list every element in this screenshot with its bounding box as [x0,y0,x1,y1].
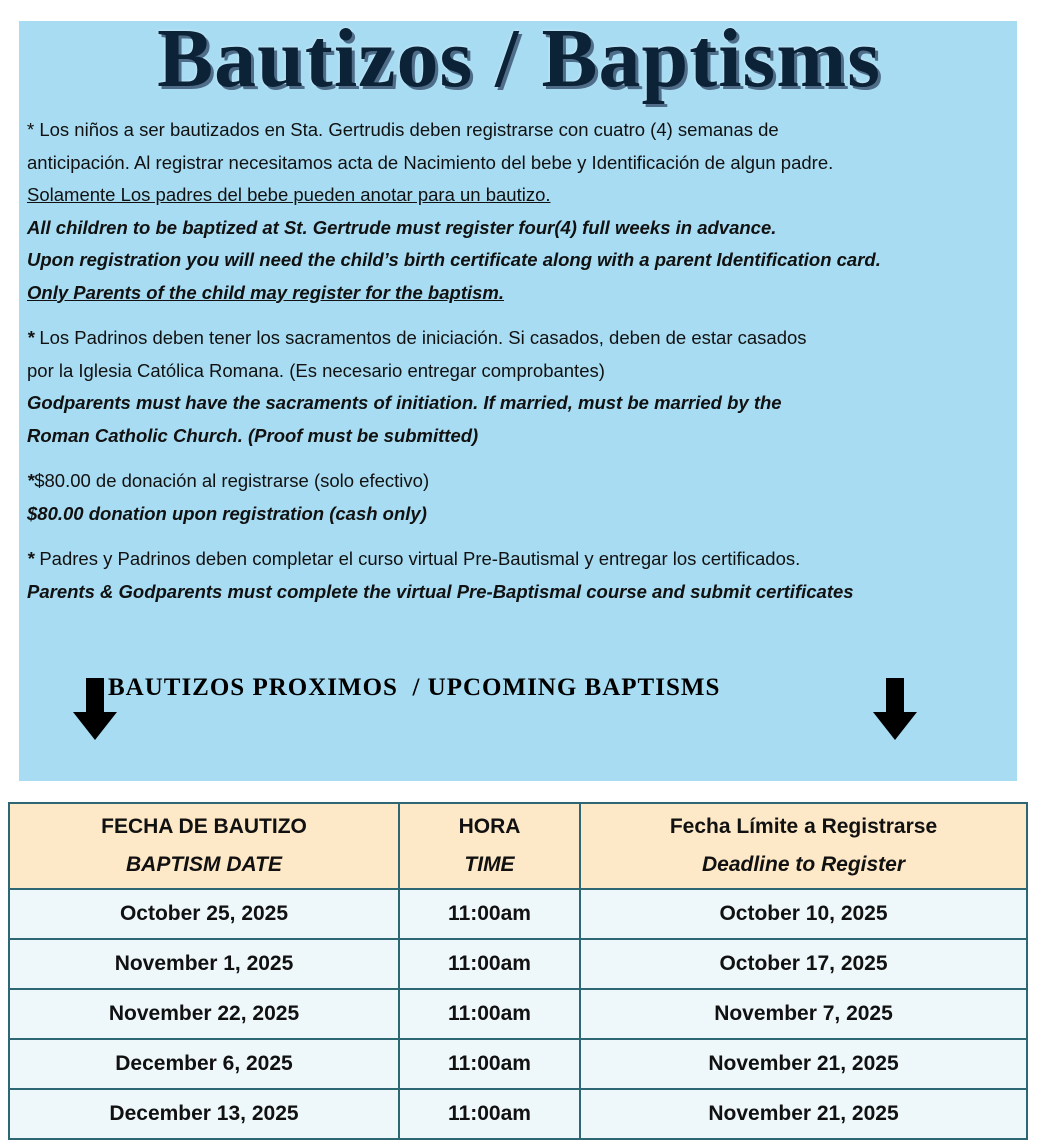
table-row [9,1039,1027,1089]
baptism-date-cell: December 13, 2025 [9,1089,399,1139]
p4-es-line1: Padres y Padrinos deben completar el curso virtual Pre-Bautismal y entregar los certificados. [34,548,801,569]
upcoming-baptisms-heading: BAUTIZOS PROXIMOS / UPCOMING BAPTISMS [108,674,721,701]
table-row [9,939,1027,989]
time-cell: 11:00am [399,989,580,1039]
header-baptism-date [9,803,399,889]
baptism-date-cell: December 6, 2025 [9,1039,399,1089]
table-row [9,989,1027,1039]
requirements-text [27,114,987,608]
p1-es-line2: anticipación. Al registrar necesitamos acta de Nacimiento del bebe y Identificación de algun padre. [27,151,834,173]
p2-star: * [27,327,35,348]
header-en: Deadline to Register [701,853,906,876]
arrow-down-icon [873,678,917,740]
p1-en-line1: All children to be baptized at St. Gertrude must register four(4) full weeks in advance. [27,216,777,238]
p3-en-line1: $80.00 donation upon registration (cash only) [27,502,427,524]
time-cell: 11:00am [399,889,580,939]
header-time [399,803,580,889]
deadline-cell: November 21, 2025 [580,1089,1027,1139]
p2-es-line1: Los Padrinos deben tener los sacramentos de iniciación. Si casados, deben de estar casados [34,327,807,348]
p2-en-line2: Roman Catholic Church. (Proof must be submitted) [27,424,479,446]
table-row [9,889,1027,939]
p3-es-line1: $80.00 de donación al registrarse (solo efectivo) [34,470,430,491]
baptism-date-cell: November 22, 2025 [9,989,399,1039]
time-cell: 11:00am [399,1089,580,1139]
p2-en-line1: Godparents must have the sacraments of initiation. If married, must be married by the [27,392,782,413]
deadline-cell: October 10, 2025 [580,889,1027,939]
header-deadline [580,803,1027,889]
deadline-cell: November 21, 2025 [580,1039,1027,1089]
p3-star: * [27,470,35,491]
p1-es-underlined: Solamente Los padres del bebe pueden anotar para un bautizo. [27,184,551,205]
header-es: FECHA DE BAUTIZO [101,815,307,838]
header-es: HORA [458,815,521,838]
header-en: TIME [464,853,515,876]
header-en: BAPTISM DATE [126,853,282,876]
time-cell: 11:00am [399,1039,580,1089]
page-title: Bautizos / Baptisms [157,12,881,105]
p1-es-line1: * Los niños a ser bautizados en Sta. Gertrudis deben registrarse con cuatro (4) semanas de [27,119,779,140]
p4-star: * [27,548,35,569]
table-row [9,1089,1027,1139]
header-es: Fecha Límite a Registrarse [669,815,938,838]
baptism-date-cell: November 1, 2025 [9,939,399,989]
p4-en-line1: Parents & Godparents must complete the virtual Pre-Baptismal course and submit certificates [27,580,854,602]
baptism-date-cell: October 25, 2025 [9,889,399,939]
p1-en-line2: Upon registration you will need the child’s birth certificate along with a parent Identification card. [27,249,881,270]
table-header-row [9,803,1027,889]
p2-es-line2: por la Iglesia Católica Romana. (Es necesario entregar comprobantes) [27,359,605,381]
baptism-schedule-table [8,802,1028,1140]
deadline-cell: November 7, 2025 [580,989,1027,1039]
time-cell: 11:00am [399,939,580,989]
p1-en-underlined: Only Parents of the child may register for the baptism. [27,281,504,303]
deadline-cell: October 17, 2025 [580,939,1027,989]
